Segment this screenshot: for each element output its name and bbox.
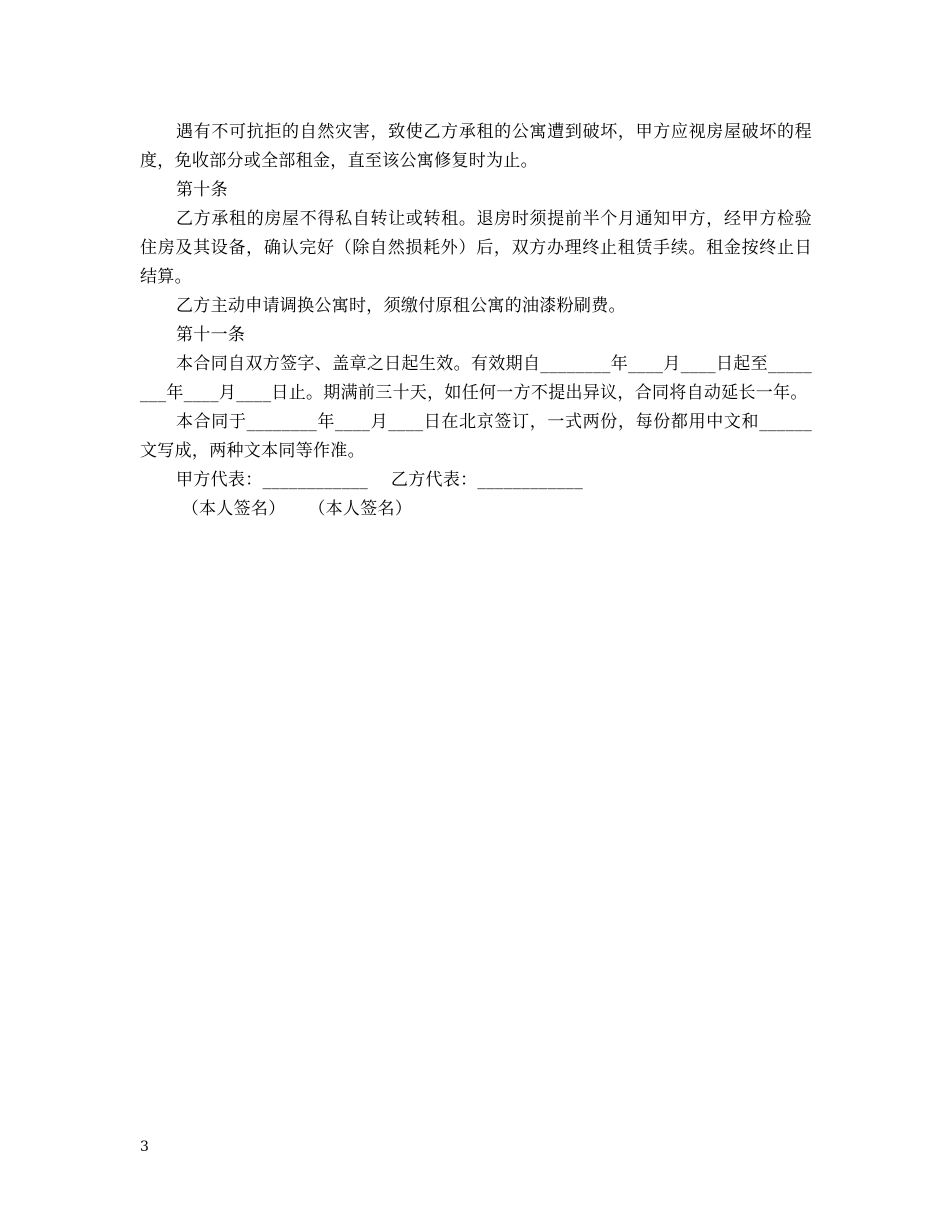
paragraph-effective-period: 本合同自双方签字、盖章之日起生效。有效期自________年____月____日起至________年____月____日止。期满前三十天，如任何一方不提出异议，合同将自动延长一年。 (140, 354, 812, 403)
paragraph-force-majeure: 遇有不可抗拒的自然灾害，致使乙方承租的公寓遭到破坏，甲方应视房屋破坏的程度，免收部分或全部租金，直至该公寓修复时为止。 (140, 122, 812, 171)
article-10-heading: 第十条 (176, 180, 228, 200)
paragraph-signing-location: 本合同于________年____月____日在北京签订，一式两份，每份都用中文和______文写成，两种文本同等作准。 (140, 412, 812, 461)
article-11-heading: 第十一条 (176, 325, 246, 345)
document-body (140, 118, 812, 524)
page-number: 3 (140, 1139, 149, 1155)
paragraph-apartment-exchange: 乙方主动申请调换公寓时，须缴付原租公寓的油漆粉刷费。 (176, 296, 626, 316)
representatives-line: 甲方代表：____________ 乙方代表：____________ (176, 470, 584, 490)
signature-notes-line: （本人签名） （本人签名） (176, 499, 413, 519)
paragraph-sublet-termination: 乙方承租的房屋不得私自转让或转租。退房时须提前半个月通知甲方，经甲方检验住房及其设备，确认完好（除自然损耗外）后，双方办理终止租赁手续。租金按终止日结算。 (140, 209, 812, 287)
